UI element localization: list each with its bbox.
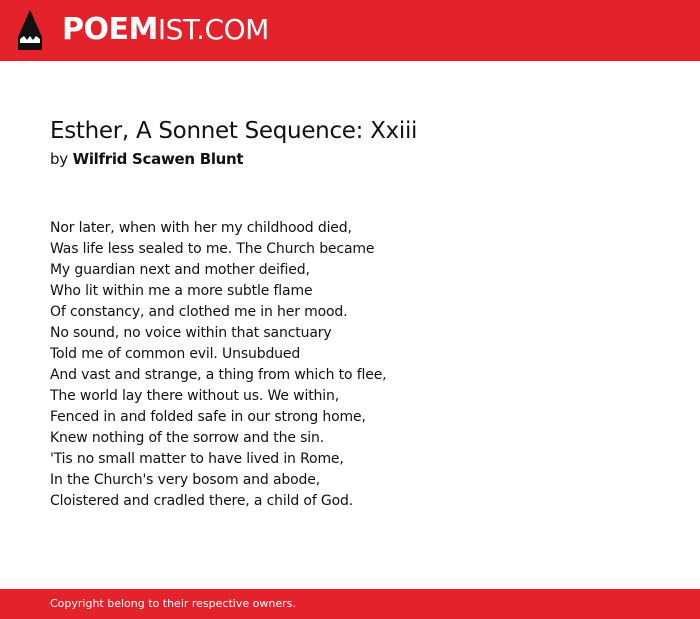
by-label: by	[50, 150, 68, 168]
poem-line: No sound, no voice within that sanctuary	[50, 325, 332, 341]
author-name: Wilfrid Scawen Blunt	[72, 150, 244, 168]
site-logo[interactable]	[62, 12, 269, 48]
poem-body	[50, 218, 386, 512]
copyright-text: Copyright belong to their respective owners.	[50, 597, 296, 610]
poem-line: The world lay there without us. We within,	[50, 388, 340, 404]
poem-line: Who lit within me a more subtle flame	[50, 283, 313, 299]
site-header	[0, 0, 700, 61]
poem-line: Cloistered and cradled there, a child of God.	[50, 493, 354, 509]
logo-bold-text: POEM	[62, 12, 158, 47]
poem-line: Was life less sealed to me. The Church became	[50, 241, 375, 257]
poem-line: Knew nothing of the sorrow and the sin.	[50, 430, 324, 446]
poem-line: And vast and strange, a thing from which to flee,	[50, 367, 387, 383]
poem-line: Nor later, when with her my childhood died,	[50, 220, 352, 236]
poem-line: 'Tis no small matter to have lived in Rome,	[50, 451, 344, 467]
poem-title: Esther, A Sonnet Sequence: Xxiii	[50, 118, 418, 144]
site-footer	[0, 589, 700, 619]
pencil-tip-icon[interactable]	[17, 9, 43, 51]
poem-line: Of constancy, and clothed me in her mood.	[50, 304, 348, 320]
poem-line: Fenced in and folded safe in our strong home,	[50, 409, 366, 425]
poem-line: My guardian next and mother deified,	[50, 262, 310, 278]
logo-light-text: IST.COM	[157, 13, 269, 46]
poem-line: In the Church's very bosom and abode,	[50, 472, 321, 488]
byline	[50, 149, 243, 169]
poem-line: Told me of common evil. Unsubdued	[50, 346, 301, 362]
